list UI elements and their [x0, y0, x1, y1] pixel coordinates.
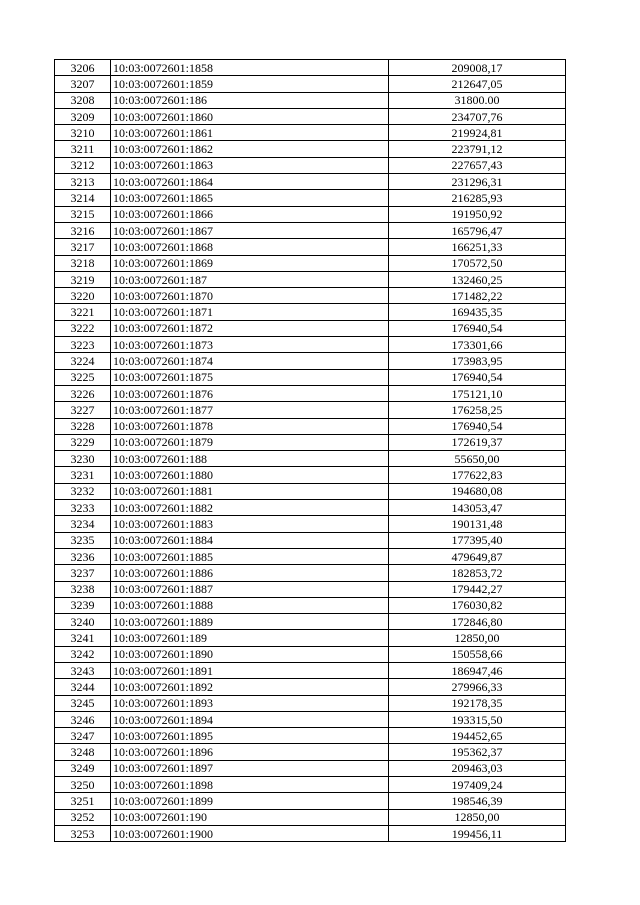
row-number-cell: 3226 [55, 385, 111, 401]
cadastral-number-cell: 10:03:0072601:189 [111, 630, 389, 646]
value-cell: 171482,22 [389, 288, 566, 304]
value-cell: 177622,83 [389, 467, 566, 483]
cadastral-number-cell: 10:03:0072601:1874 [111, 353, 389, 369]
cadastral-number-cell: 10:03:0072601:1861 [111, 125, 389, 141]
cadastral-number-cell: 10:03:0072601:1899 [111, 793, 389, 809]
table-row [55, 76, 566, 92]
cadastral-number-cell: 10:03:0072601:1879 [111, 434, 389, 450]
cadastral-number-cell: 10:03:0072601:1895 [111, 728, 389, 744]
value-cell: 172619,37 [389, 434, 566, 450]
table-row [55, 320, 566, 336]
table-row [55, 777, 566, 793]
cadastral-number-cell: 10:03:0072601:1877 [111, 402, 389, 418]
cadastral-number-cell: 10:03:0072601:188 [111, 451, 389, 467]
row-number-cell: 3222 [55, 320, 111, 336]
table-row [55, 239, 566, 255]
row-number-cell: 3214 [55, 190, 111, 206]
cadastral-number-cell: 10:03:0072601:1876 [111, 385, 389, 401]
table-row [55, 190, 566, 206]
cadastral-number-cell: 10:03:0072601:1882 [111, 500, 389, 516]
table-row [55, 353, 566, 369]
table-row [55, 92, 566, 108]
cadastral-number-cell: 10:03:0072601:1871 [111, 304, 389, 320]
row-number-cell: 3209 [55, 108, 111, 124]
value-cell: 198546,39 [389, 793, 566, 809]
value-cell: 195362,37 [389, 744, 566, 760]
row-number-cell: 3208 [55, 92, 111, 108]
cadastral-number-cell: 10:03:0072601:1884 [111, 532, 389, 548]
row-number-cell: 3237 [55, 565, 111, 581]
value-cell: 172846,80 [389, 614, 566, 630]
row-number-cell: 3245 [55, 695, 111, 711]
row-number-cell: 3253 [55, 825, 111, 841]
table-row [55, 597, 566, 613]
row-number-cell: 3244 [55, 679, 111, 695]
row-number-cell: 3227 [55, 402, 111, 418]
value-cell: 216285,93 [389, 190, 566, 206]
row-number-cell: 3215 [55, 206, 111, 222]
table-row [55, 614, 566, 630]
value-cell: 199456,11 [389, 825, 566, 841]
table-row [55, 662, 566, 678]
cadastral-number-cell: 10:03:0072601:1875 [111, 369, 389, 385]
value-cell: 12850,00 [389, 630, 566, 646]
row-number-cell: 3235 [55, 532, 111, 548]
table-row [55, 646, 566, 662]
table-row [55, 434, 566, 450]
row-number-cell: 3207 [55, 76, 111, 92]
table-row [55, 825, 566, 841]
value-cell: 193315,50 [389, 711, 566, 727]
table-row [55, 548, 566, 564]
row-number-cell: 3230 [55, 451, 111, 467]
table-row [55, 532, 566, 548]
row-number-cell: 3220 [55, 288, 111, 304]
cadastral-number-cell: 10:03:0072601:187 [111, 271, 389, 287]
value-cell: 31800.00 [389, 92, 566, 108]
table-row [55, 760, 566, 776]
value-cell: 176940,54 [389, 369, 566, 385]
row-number-cell: 3247 [55, 728, 111, 744]
row-number-cell: 3236 [55, 548, 111, 564]
row-number-cell: 3228 [55, 418, 111, 434]
value-cell: 179442,27 [389, 581, 566, 597]
row-number-cell: 3240 [55, 614, 111, 630]
table-row [55, 255, 566, 271]
value-cell: 12850,00 [389, 809, 566, 825]
value-cell: 182853,72 [389, 565, 566, 581]
value-cell: 55650,00 [389, 451, 566, 467]
table-row [55, 174, 566, 190]
value-cell: 170572,50 [389, 255, 566, 271]
table-row [55, 679, 566, 695]
row-number-cell: 3223 [55, 337, 111, 353]
value-cell: 132460,25 [389, 271, 566, 287]
row-number-cell: 3242 [55, 646, 111, 662]
cadastral-number-cell: 10:03:0072601:186 [111, 92, 389, 108]
table-row [55, 695, 566, 711]
value-cell: 175121,10 [389, 385, 566, 401]
row-number-cell: 3213 [55, 174, 111, 190]
row-number-cell: 3252 [55, 809, 111, 825]
value-cell: 176940,54 [389, 418, 566, 434]
value-cell: 227657,43 [389, 157, 566, 173]
cadastral-number-cell: 10:03:0072601:1858 [111, 60, 389, 76]
table-body [55, 60, 566, 842]
cadastral-number-cell: 10:03:0072601:1890 [111, 646, 389, 662]
cadastral-number-cell: 10:03:0072601:1900 [111, 825, 389, 841]
table-row [55, 565, 566, 581]
value-cell: 209008,17 [389, 60, 566, 76]
value-cell: 143053,47 [389, 500, 566, 516]
cadastral-number-cell: 10:03:0072601:1863 [111, 157, 389, 173]
table-row [55, 809, 566, 825]
table-row [55, 744, 566, 760]
cadastral-number-cell: 10:03:0072601:1898 [111, 777, 389, 793]
cadastral-number-cell: 10:03:0072601:1894 [111, 711, 389, 727]
table-row [55, 125, 566, 141]
row-number-cell: 3251 [55, 793, 111, 809]
cadastral-number-cell: 10:03:0072601:1865 [111, 190, 389, 206]
value-cell: 479649,87 [389, 548, 566, 564]
table-row [55, 402, 566, 418]
table-row [55, 467, 566, 483]
cadastral-number-cell: 10:03:0072601:1869 [111, 255, 389, 271]
cadastral-number-cell: 10:03:0072601:1872 [111, 320, 389, 336]
table-row [55, 271, 566, 287]
value-cell: 219924,81 [389, 125, 566, 141]
row-number-cell: 3233 [55, 500, 111, 516]
cadastral-number-cell: 10:03:0072601:1887 [111, 581, 389, 597]
row-number-cell: 3248 [55, 744, 111, 760]
row-number-cell: 3246 [55, 711, 111, 727]
row-number-cell: 3212 [55, 157, 111, 173]
row-number-cell: 3241 [55, 630, 111, 646]
cadastral-number-cell: 10:03:0072601:1878 [111, 418, 389, 434]
cadastral-number-cell: 10:03:0072601:1868 [111, 239, 389, 255]
value-cell: 194452,65 [389, 728, 566, 744]
value-cell: 176940,54 [389, 320, 566, 336]
value-cell: 223791,12 [389, 141, 566, 157]
value-cell: 190131,48 [389, 516, 566, 532]
row-number-cell: 3224 [55, 353, 111, 369]
cadastral-number-cell: 10:03:0072601:1864 [111, 174, 389, 190]
cadastral-number-cell: 10:03:0072601:1888 [111, 597, 389, 613]
row-number-cell: 3219 [55, 271, 111, 287]
cadastral-number-cell: 10:03:0072601:1889 [111, 614, 389, 630]
value-cell: 165796,47 [389, 222, 566, 238]
value-cell: 166251,33 [389, 239, 566, 255]
table-row [55, 793, 566, 809]
table-row [55, 222, 566, 238]
cadastral-value-table [54, 59, 566, 842]
row-number-cell: 3229 [55, 434, 111, 450]
table-row [55, 369, 566, 385]
row-number-cell: 3221 [55, 304, 111, 320]
table-row [55, 304, 566, 320]
table-row [55, 60, 566, 76]
table-row [55, 711, 566, 727]
row-number-cell: 3234 [55, 516, 111, 532]
cadastral-number-cell: 10:03:0072601:1885 [111, 548, 389, 564]
row-number-cell: 3231 [55, 467, 111, 483]
cadastral-number-cell: 10:03:0072601:1873 [111, 337, 389, 353]
value-cell: 176030,82 [389, 597, 566, 613]
table-row [55, 108, 566, 124]
value-cell: 231296,31 [389, 174, 566, 190]
row-number-cell: 3210 [55, 125, 111, 141]
table-row [55, 516, 566, 532]
cadastral-number-cell: 10:03:0072601:1881 [111, 483, 389, 499]
cadastral-number-cell: 10:03:0072601:1870 [111, 288, 389, 304]
table-row [55, 630, 566, 646]
table-row [55, 500, 566, 516]
table-row [55, 141, 566, 157]
table-row [55, 337, 566, 353]
cadastral-number-cell: 10:03:0072601:1892 [111, 679, 389, 695]
value-cell: 177395,40 [389, 532, 566, 548]
row-number-cell: 3217 [55, 239, 111, 255]
table-row [55, 157, 566, 173]
value-cell: 279966,33 [389, 679, 566, 695]
value-cell: 169435,35 [389, 304, 566, 320]
cadastral-number-cell: 10:03:0072601:1866 [111, 206, 389, 222]
value-cell: 234707,76 [389, 108, 566, 124]
value-cell: 194680,08 [389, 483, 566, 499]
row-number-cell: 3250 [55, 777, 111, 793]
value-cell: 212647,05 [389, 76, 566, 92]
row-number-cell: 3211 [55, 141, 111, 157]
cadastral-number-cell: 10:03:0072601:1897 [111, 760, 389, 776]
value-cell: 173983,95 [389, 353, 566, 369]
cadastral-number-cell: 10:03:0072601:1867 [111, 222, 389, 238]
table-row [55, 206, 566, 222]
cadastral-number-cell: 10:03:0072601:1862 [111, 141, 389, 157]
table-row [55, 483, 566, 499]
value-cell: 186947,46 [389, 662, 566, 678]
table-row [55, 288, 566, 304]
value-cell: 173301,66 [389, 337, 566, 353]
value-cell: 197409,24 [389, 777, 566, 793]
value-cell: 150558,66 [389, 646, 566, 662]
table-row [55, 728, 566, 744]
row-number-cell: 3206 [55, 60, 111, 76]
value-cell: 176258,25 [389, 402, 566, 418]
cadastral-number-cell: 10:03:0072601:190 [111, 809, 389, 825]
value-cell: 191950,92 [389, 206, 566, 222]
row-number-cell: 3232 [55, 483, 111, 499]
cadastral-number-cell: 10:03:0072601:1859 [111, 76, 389, 92]
cadastral-number-cell: 10:03:0072601:1893 [111, 695, 389, 711]
table-row [55, 385, 566, 401]
table-row [55, 418, 566, 434]
row-number-cell: 3216 [55, 222, 111, 238]
row-number-cell: 3238 [55, 581, 111, 597]
row-number-cell: 3243 [55, 662, 111, 678]
cadastral-number-cell: 10:03:0072601:1896 [111, 744, 389, 760]
row-number-cell: 3239 [55, 597, 111, 613]
table-row [55, 581, 566, 597]
value-cell: 192178,35 [389, 695, 566, 711]
row-number-cell: 3218 [55, 255, 111, 271]
cadastral-number-cell: 10:03:0072601:1860 [111, 108, 389, 124]
value-cell: 209463,03 [389, 760, 566, 776]
cadastral-number-cell: 10:03:0072601:1883 [111, 516, 389, 532]
cadastral-number-cell: 10:03:0072601:1886 [111, 565, 389, 581]
row-number-cell: 3249 [55, 760, 111, 776]
row-number-cell: 3225 [55, 369, 111, 385]
cadastral-number-cell: 10:03:0072601:1880 [111, 467, 389, 483]
cadastral-number-cell: 10:03:0072601:1891 [111, 662, 389, 678]
table-row [55, 451, 566, 467]
